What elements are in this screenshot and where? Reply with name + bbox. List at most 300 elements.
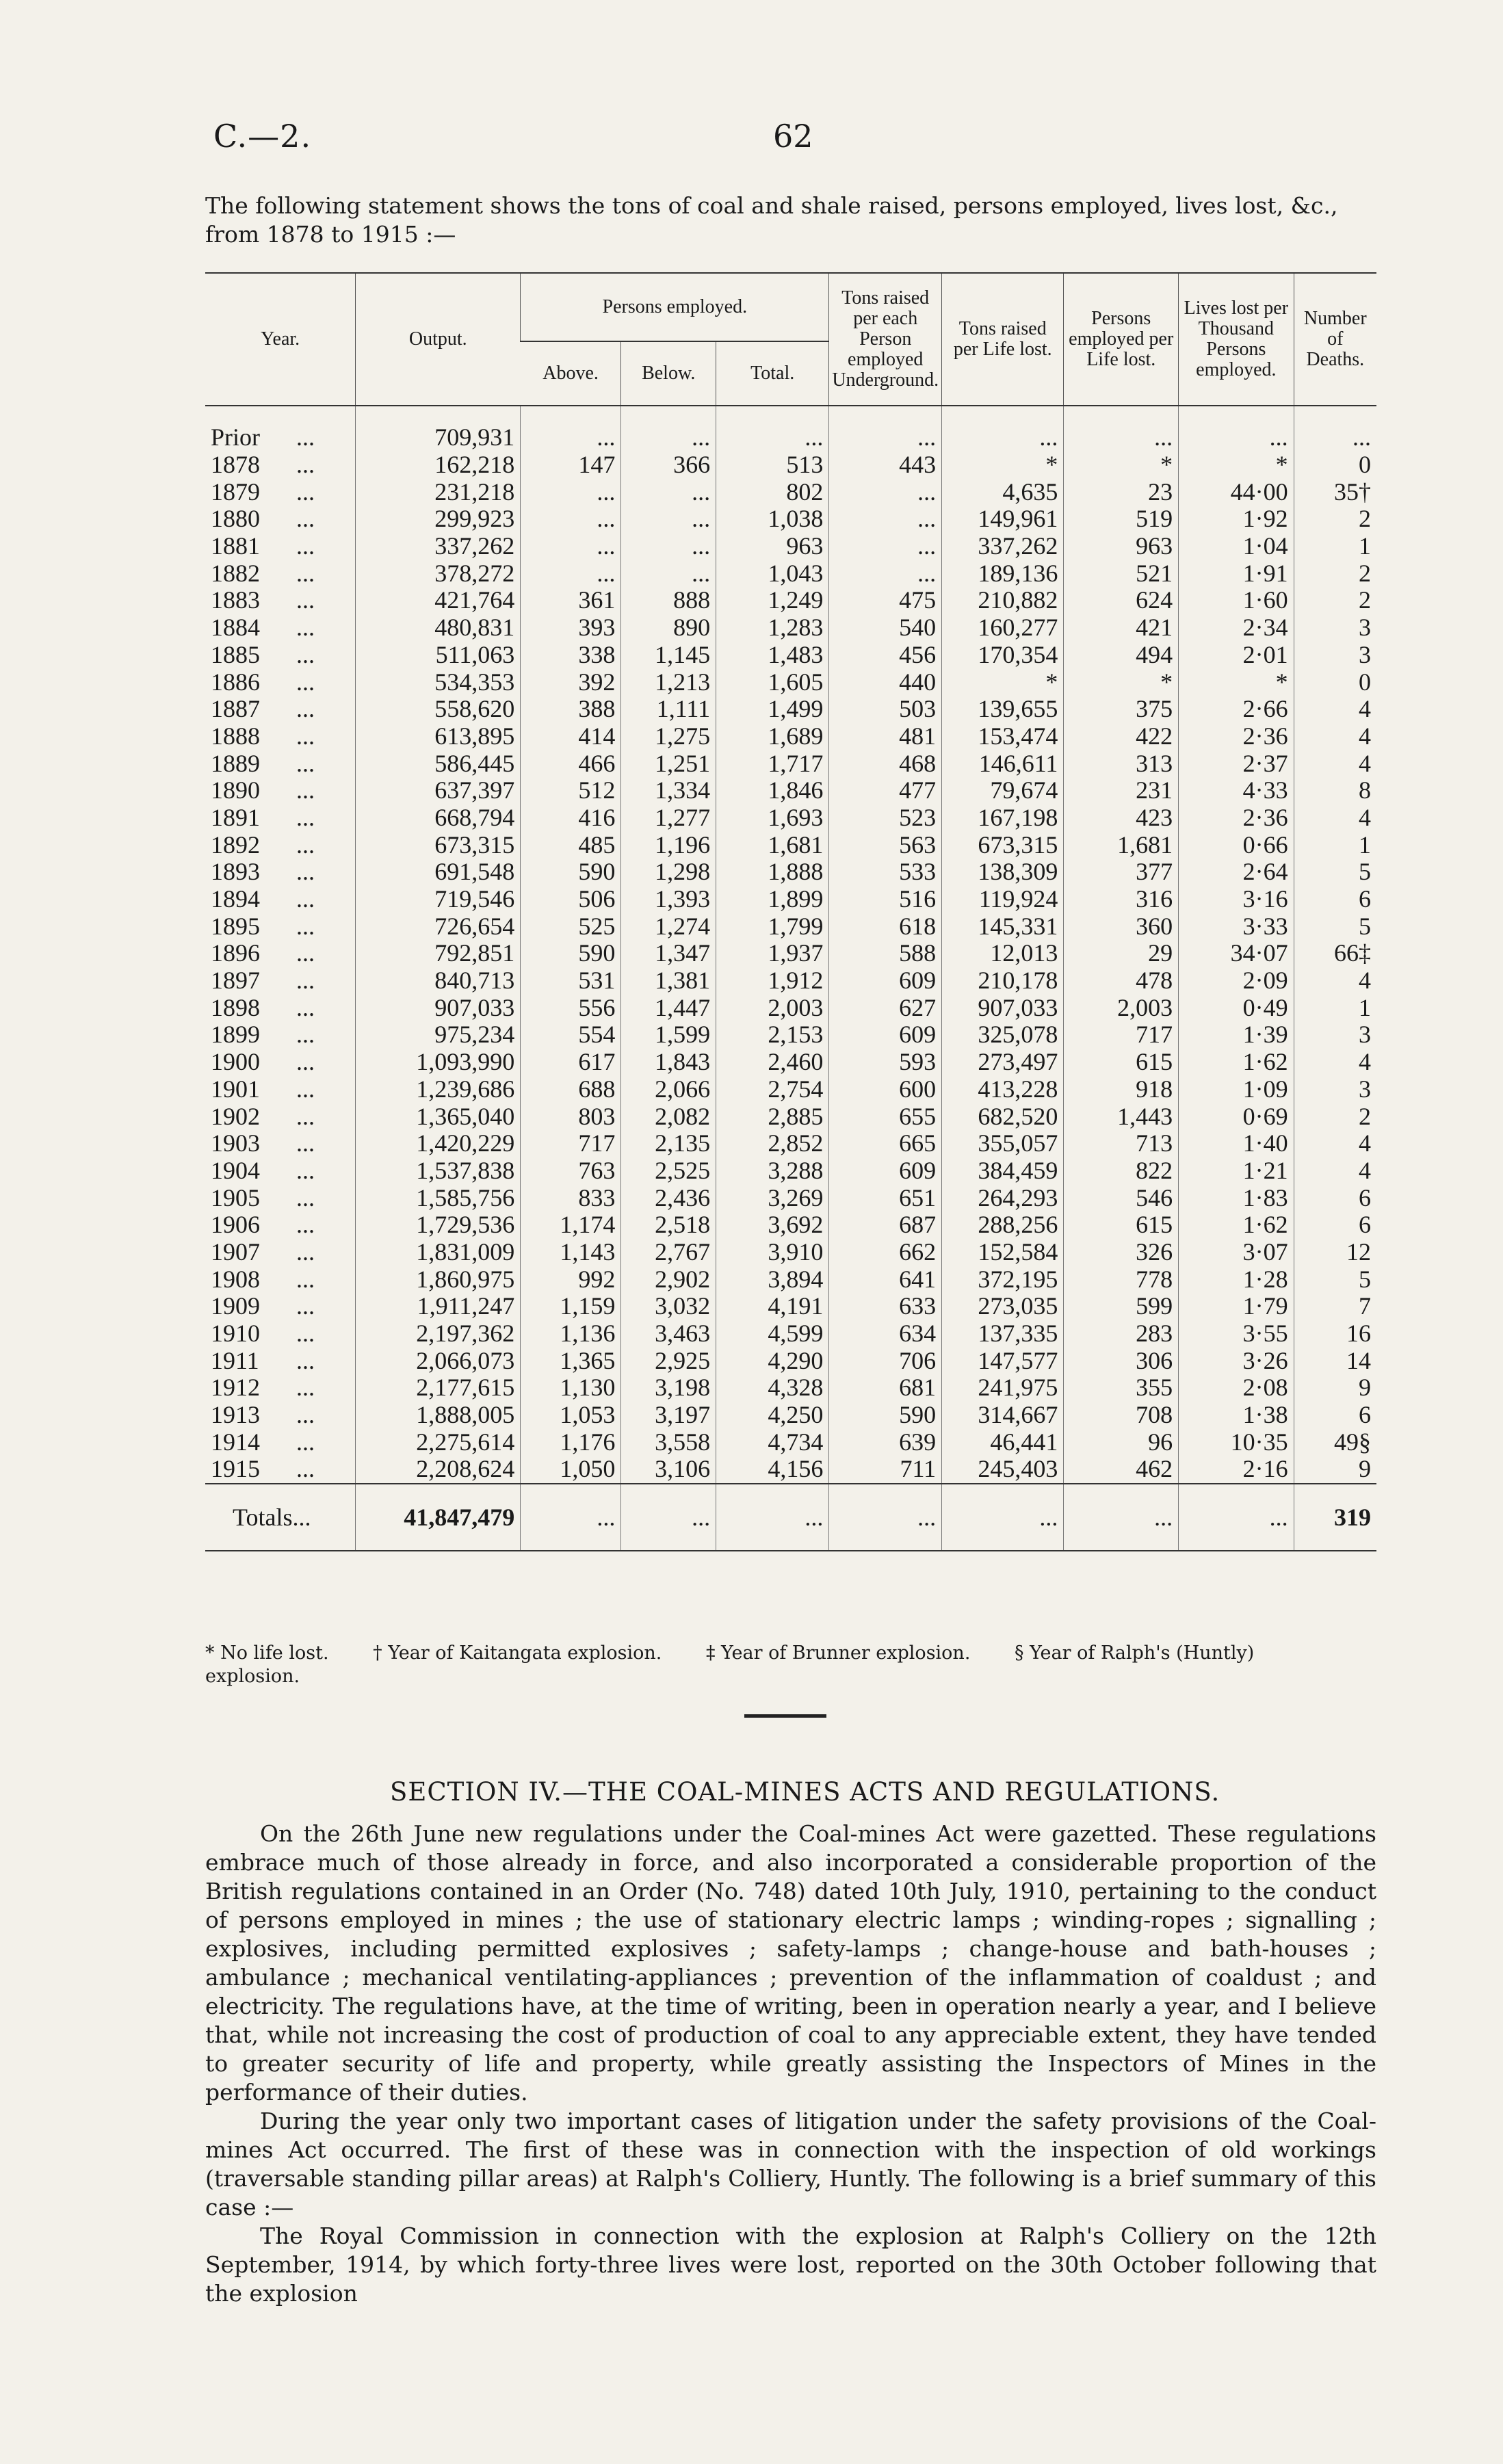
leader-dots: ... [296, 885, 315, 913]
table-body [205, 406, 1376, 1484]
leader-dots: ... [296, 423, 315, 451]
col-above: Above. [521, 341, 621, 406]
year-label: 1899 [211, 1021, 260, 1049]
cell-output: 726,654 [356, 913, 521, 940]
cell-total: 802 [716, 478, 829, 506]
cell-persons-per-life: 624 [1064, 587, 1179, 614]
table-row [205, 642, 1376, 669]
cell-output: 299,923 [356, 506, 521, 533]
cell-tons-per-life: 673,315 [942, 831, 1064, 859]
cell-lives-per-thousand: 0·66 [1179, 831, 1294, 859]
year-label: 1914 [211, 1428, 260, 1456]
cell-lives-per-thousand: 1·91 [1179, 560, 1294, 587]
cell-year [205, 560, 356, 587]
cell-above: ... [521, 478, 621, 506]
cell-output: 792,851 [356, 940, 521, 967]
cell-year [205, 994, 356, 1021]
cell-tons-per-life: 46,441 [942, 1428, 1064, 1456]
cell-below: 890 [621, 614, 716, 642]
leader-dots: ... [296, 1102, 315, 1130]
cell-output: 637,397 [356, 777, 521, 804]
leader-dots: ... [296, 830, 315, 859]
table-row [205, 1239, 1376, 1266]
leader-dots: ... [296, 477, 315, 506]
cell-tons-per-life: 149,961 [942, 506, 1064, 533]
cell-output: 709,931 [356, 424, 521, 451]
cell-total: 1,937 [716, 940, 829, 967]
cell-above: 525 [521, 913, 621, 940]
cell-total: 1,283 [716, 614, 829, 642]
cell-tons-per-life: 210,882 [942, 587, 1064, 614]
cell-below: 1,213 [621, 668, 716, 696]
table-row [205, 1402, 1376, 1429]
table-row [205, 560, 1376, 587]
cell-output: 673,315 [356, 831, 521, 859]
cell-tons-per-person: 662 [829, 1239, 942, 1266]
cell-above: 512 [521, 777, 621, 804]
paragraph: On the 26th June new regulations under the Coal-mines Act were gazetted. These regulations embrace much of those already in force, and also incorporated a considerable proportion of the British regulations contained in an Order (No. 748) dated 10th July, 1910, pertaining to the conduct of persons employed in mines ; the use of stationary electric lamps ; winding-ropes ; signalling ; explosives, including permitted explosives ; safety-lamps ; change-house and bath-houses ; ambulance ; mechanical ventilating-appliances ; prevention of the inflammation of coaldust ; and electricity. The regulations have, at the time of writing, been in operation nearly a year, and I believe that, while not increasing the cost of production of coal to any appreciable extent, they have tended to greater security of life and property, while greatly assisting the Inspectors of Mines in the performance of their duties. [205, 1820, 1376, 2106]
cell-deaths: 3 [1294, 1076, 1376, 1103]
cell-below: 1,393 [621, 886, 716, 913]
year-label: 1880 [211, 505, 260, 533]
cell-total: 2,885 [716, 1103, 829, 1130]
cell-below: 888 [621, 587, 716, 614]
cell-above: 1,365 [521, 1347, 621, 1374]
cell-tons-per-person: 533 [829, 859, 942, 886]
cell-tons-per-life: 12,013 [942, 940, 1064, 967]
cell-total: 3,288 [716, 1157, 829, 1185]
cell-deaths: 1 [1294, 994, 1376, 1021]
cell-year [205, 859, 356, 886]
cell-persons-per-life: 713 [1064, 1130, 1179, 1157]
cell-persons-per-life: 360 [1064, 913, 1179, 940]
cell-total: 4,191 [716, 1293, 829, 1320]
cell-deaths: 4 [1294, 1130, 1376, 1157]
cell-total: 1,038 [716, 506, 829, 533]
leader-dots: ... [296, 912, 315, 940]
cell-above: 416 [521, 804, 621, 832]
year-label: 1884 [211, 614, 260, 642]
cell-persons-per-life: 375 [1064, 696, 1179, 723]
leader-dots: ... [296, 1183, 315, 1211]
leader-dots: ... [296, 532, 315, 560]
year-label: 1893 [211, 858, 260, 886]
cell-deaths: 35† [1294, 478, 1376, 506]
cell-persons-per-life: 1,443 [1064, 1103, 1179, 1130]
cell-tons-per-person: 600 [829, 1076, 942, 1103]
table-row [205, 940, 1376, 967]
cell-tons-per-person: ... [829, 478, 942, 506]
leader-dots: ... [296, 1021, 315, 1049]
year-label: 1896 [211, 939, 260, 967]
leader-dots: ... [296, 1211, 315, 1239]
cell-tons-per-life: 273,497 [942, 1049, 1064, 1076]
cell-deaths: 6 [1294, 886, 1376, 913]
year-label: 1897 [211, 967, 260, 995]
cell-output: 719,546 [356, 886, 521, 913]
cell-lives-per-thousand: 1·92 [1179, 506, 1294, 533]
document-reference: C.—2. [213, 118, 312, 155]
cell-above: 392 [521, 668, 621, 696]
cell-below: 1,843 [621, 1049, 716, 1076]
cell-deaths: 3 [1294, 1021, 1376, 1049]
year-label: 1878 [211, 451, 260, 479]
spacer-cell [356, 406, 521, 424]
cell-above: 531 [521, 967, 621, 995]
table-row [205, 723, 1376, 750]
footnote-kaitangata: † Year of Kaitangata explosion. [373, 1642, 662, 1664]
cell-tons-per-life: 139,655 [942, 696, 1064, 723]
cell-year [205, 967, 356, 995]
cell-lives-per-thousand: 2·01 [1179, 642, 1294, 669]
cell-lives-per-thousand: 44·00 [1179, 478, 1294, 506]
cell-output: 1,888,005 [356, 1402, 521, 1429]
totals-output: 41,847,479 [356, 1484, 521, 1551]
year-label: 1891 [211, 803, 260, 831]
cell-above: 1,159 [521, 1293, 621, 1320]
cell-output: 1,239,686 [356, 1076, 521, 1103]
cell-deaths: 0 [1294, 668, 1376, 696]
cell-deaths: 2 [1294, 560, 1376, 587]
cell-output: 668,794 [356, 804, 521, 832]
leader-dots: ... [296, 1428, 315, 1456]
cell-output: 558,620 [356, 696, 521, 723]
table-row [205, 424, 1376, 451]
cell-below: 2,436 [621, 1184, 716, 1211]
cell-deaths: 4 [1294, 967, 1376, 995]
leader-dots: ... [296, 1129, 315, 1157]
year-label: 1895 [211, 912, 260, 940]
year-label: 1905 [211, 1183, 260, 1211]
cell-tons-per-person: 641 [829, 1266, 942, 1293]
footnotes [205, 1642, 1376, 1688]
cell-output: 337,262 [356, 533, 521, 560]
cell-output: 2,066,073 [356, 1347, 521, 1374]
intro-text: The following statement shows the tons of coal and shale raised, persons employed, lives lost, &c., from 1878 to 1915 :— [205, 192, 1338, 248]
cell-tons-per-person: ... [829, 506, 942, 533]
col-year: Year. [205, 273, 356, 406]
totals-below: ... [621, 1484, 716, 1551]
cell-lives-per-thousand: 2·64 [1179, 859, 1294, 886]
cell-lives-per-thousand: 1·62 [1179, 1211, 1294, 1239]
cell-total: 4,599 [716, 1320, 829, 1348]
cell-below: 2,767 [621, 1239, 716, 1266]
cell-tons-per-life: 264,293 [942, 1184, 1064, 1211]
cell-tons-per-person: 593 [829, 1049, 942, 1076]
cell-tons-per-life: 210,178 [942, 967, 1064, 995]
cell-persons-per-life: 778 [1064, 1266, 1179, 1293]
cell-total: 2,153 [716, 1021, 829, 1049]
cell-tons-per-life: 907,033 [942, 994, 1064, 1021]
table-row [205, 994, 1376, 1021]
cell-tons-per-person: 639 [829, 1428, 942, 1456]
cell-below: ... [621, 533, 716, 560]
cell-tons-per-life: 337,262 [942, 533, 1064, 560]
totals-tons-per-life: ... [942, 1484, 1064, 1551]
cell-lives-per-thousand: 1·79 [1179, 1293, 1294, 1320]
cell-output: 907,033 [356, 994, 521, 1021]
cell-above: 833 [521, 1184, 621, 1211]
cell-tons-per-person: 590 [829, 1402, 942, 1429]
cell-persons-per-life: 519 [1064, 506, 1179, 533]
cell-total: 3,692 [716, 1211, 829, 1239]
cell-tons-per-person: 609 [829, 1021, 942, 1049]
table-row [205, 1021, 1376, 1049]
cell-above: ... [521, 560, 621, 587]
year-label: 1900 [211, 1048, 260, 1076]
cell-deaths: 6 [1294, 1211, 1376, 1239]
cell-below: 1,599 [621, 1021, 716, 1049]
cell-year [205, 886, 356, 913]
cell-tons-per-person: 609 [829, 967, 942, 995]
totals-persons-per-life: ... [1064, 1484, 1179, 1551]
col-deaths: Number of Deaths. [1294, 273, 1376, 406]
paragraph: The Royal Commission in connection with the explosion at Ralph's Colliery on the 12th September, 1914, by which forty-three lives were lost, reported on the 30th October following that the explosion [205, 2223, 1376, 2307]
cell-total: 4,328 [716, 1374, 829, 1402]
cell-output: 1,729,536 [356, 1211, 521, 1239]
year-label: 1910 [211, 1320, 260, 1348]
cell-year [205, 1049, 356, 1076]
cell-year [205, 587, 356, 614]
cell-deaths: 12 [1294, 1239, 1376, 1266]
cell-tons-per-person: 456 [829, 642, 942, 669]
cell-above: 393 [521, 614, 621, 642]
table-row [205, 1266, 1376, 1293]
cell-persons-per-life: 421 [1064, 614, 1179, 642]
cell-above: 1,176 [521, 1428, 621, 1456]
cell-lives-per-thousand: 0·69 [1179, 1103, 1294, 1130]
cell-total: 2,460 [716, 1049, 829, 1076]
table-row [205, 478, 1376, 506]
cell-below: 3,198 [621, 1374, 716, 1402]
cell-deaths: 5 [1294, 1266, 1376, 1293]
footnote-ralphs: § Year of Ralph's (Huntly) explosion. [205, 1642, 1255, 1687]
totals-total: ... [716, 1484, 829, 1551]
cell-persons-per-life: 422 [1064, 723, 1179, 750]
cell-persons-per-life: * [1064, 668, 1179, 696]
cell-total: ... [716, 424, 829, 451]
cell-total: 1,499 [716, 696, 829, 723]
cell-output: 1,911,247 [356, 1293, 521, 1320]
cell-persons-per-life: 615 [1064, 1049, 1179, 1076]
cell-deaths: 49§ [1294, 1428, 1376, 1456]
cell-persons-per-life: 546 [1064, 1184, 1179, 1211]
cell-persons-per-life: 717 [1064, 1021, 1179, 1049]
cell-total: 4,156 [716, 1456, 829, 1484]
cell-total: 1,717 [716, 750, 829, 777]
cell-year [205, 1211, 356, 1239]
table-row [205, 913, 1376, 940]
cell-year [205, 831, 356, 859]
cell-deaths: 9 [1294, 1374, 1376, 1402]
cell-tons-per-person: 687 [829, 1211, 942, 1239]
cell-deaths: 8 [1294, 777, 1376, 804]
cell-below: 2,082 [621, 1103, 716, 1130]
leader-dots: ... [296, 776, 315, 804]
cell-above: 147 [521, 451, 621, 479]
year-label: 1908 [211, 1265, 260, 1293]
cell-total: 3,894 [716, 1266, 829, 1293]
year-label: Prior [211, 423, 260, 451]
cell-year [205, 804, 356, 832]
cell-total: 1,483 [716, 642, 829, 669]
cell-tons-per-person: 627 [829, 994, 942, 1021]
page-number: 62 [773, 118, 813, 155]
section-title: SECTION IV.—THE COAL-MINES ACTS AND REGULATIONS. [390, 1777, 1220, 1807]
cell-output: 1,420,229 [356, 1130, 521, 1157]
col-below: Below. [621, 341, 716, 406]
cell-tons-per-person: 588 [829, 940, 942, 967]
cell-tons-per-life: 314,667 [942, 1402, 1064, 1429]
cell-tons-per-person: 681 [829, 1374, 942, 1402]
cell-tons-per-person: 475 [829, 587, 942, 614]
cell-tons-per-person: 540 [829, 614, 942, 642]
cell-deaths: 16 [1294, 1320, 1376, 1348]
cell-tons-per-person: 477 [829, 777, 942, 804]
cell-above: ... [521, 533, 621, 560]
cell-lives-per-thousand: 3·55 [1179, 1320, 1294, 1348]
cell-year [205, 1076, 356, 1103]
cell-output: 231,218 [356, 478, 521, 506]
year-label: 1894 [211, 885, 260, 913]
cell-above: ... [521, 424, 621, 451]
cell-output: 1,831,009 [356, 1239, 521, 1266]
leader-dots: ... [296, 1455, 315, 1483]
cell-tons-per-life: 146,611 [942, 750, 1064, 777]
cell-tons-per-person: 443 [829, 451, 942, 479]
cell-above: 617 [521, 1049, 621, 1076]
cell-persons-per-life: ... [1064, 424, 1179, 451]
cell-year [205, 1021, 356, 1049]
cell-persons-per-life: 708 [1064, 1402, 1179, 1429]
cell-deaths: 1 [1294, 533, 1376, 560]
table-row [205, 750, 1376, 777]
spacer-cell [205, 406, 356, 424]
cell-tons-per-person: ... [829, 560, 942, 587]
year-label: 1902 [211, 1102, 260, 1130]
cell-deaths: 4 [1294, 804, 1376, 832]
cell-above: 590 [521, 940, 621, 967]
cell-tons-per-life: 153,474 [942, 723, 1064, 750]
cell-tons-per-person: 655 [829, 1103, 942, 1130]
cell-total: 963 [716, 533, 829, 560]
leader-dots: ... [296, 586, 315, 614]
cell-total: 1,043 [716, 560, 829, 587]
year-label: 1883 [211, 586, 260, 614]
spacer-cell [716, 406, 829, 424]
cell-lives-per-thousand: 3·16 [1179, 886, 1294, 913]
cell-persons-per-life: 316 [1064, 886, 1179, 913]
cell-below: ... [621, 506, 716, 533]
cell-tons-per-life: 355,057 [942, 1130, 1064, 1157]
cell-lives-per-thousand: 1·60 [1179, 587, 1294, 614]
cell-output: 1,537,838 [356, 1157, 521, 1185]
cell-year [205, 478, 356, 506]
cell-below: ... [621, 478, 716, 506]
cell-total: 1,681 [716, 831, 829, 859]
cell-below: 3,032 [621, 1293, 716, 1320]
cell-year [205, 1428, 356, 1456]
cell-tons-per-life: 147,577 [942, 1347, 1064, 1374]
leader-dots: ... [296, 1156, 315, 1184]
cell-below: 1,334 [621, 777, 716, 804]
cell-deaths: ... [1294, 424, 1376, 451]
year-label: 1909 [211, 1292, 260, 1320]
cell-year [205, 1402, 356, 1429]
leader-dots: ... [296, 640, 315, 668]
table-row [205, 506, 1376, 533]
cell-year [205, 1266, 356, 1293]
cell-persons-per-life: 231 [1064, 777, 1179, 804]
cell-output: 975,234 [356, 1021, 521, 1049]
totals-label: Totals... [205, 1484, 356, 1551]
cell-lives-per-thousand: 2·08 [1179, 1374, 1294, 1402]
table-row [205, 859, 1376, 886]
cell-persons-per-life: 1,681 [1064, 831, 1179, 859]
cell-total: 2,003 [716, 994, 829, 1021]
cell-persons-per-life: 918 [1064, 1076, 1179, 1103]
cell-above: 1,136 [521, 1320, 621, 1348]
cell-tons-per-person: 481 [829, 723, 942, 750]
table-row [205, 587, 1376, 614]
leader-dots: ... [296, 1320, 315, 1348]
cell-tons-per-life: 288,256 [942, 1211, 1064, 1239]
cell-output: 586,445 [356, 750, 521, 777]
cell-persons-per-life: 313 [1064, 750, 1179, 777]
year-label: 1911 [211, 1346, 259, 1374]
spacer-cell [521, 406, 621, 424]
cell-tons-per-person: 634 [829, 1320, 942, 1348]
cell-below: 2,925 [621, 1347, 716, 1374]
cell-total: 1,912 [716, 967, 829, 995]
cell-deaths: 6 [1294, 1402, 1376, 1429]
cell-year [205, 668, 356, 696]
table-row [205, 1076, 1376, 1103]
cell-above: 1,130 [521, 1374, 621, 1402]
cell-lives-per-thousand: 1·04 [1179, 533, 1294, 560]
cell-below: 1,145 [621, 642, 716, 669]
year-label: 1898 [211, 993, 260, 1021]
cell-deaths: 5 [1294, 913, 1376, 940]
cell-total: 3,910 [716, 1239, 829, 1266]
cell-output: 840,713 [356, 967, 521, 995]
cell-year [205, 1320, 356, 1348]
cell-lives-per-thousand: 1·83 [1179, 1184, 1294, 1211]
year-label: 1915 [211, 1455, 260, 1483]
cell-lives-per-thousand: 2·16 [1179, 1456, 1294, 1484]
cell-total: 4,290 [716, 1347, 829, 1374]
cell-below: ... [621, 560, 716, 587]
col-lives-per-thousand: Lives lost per Thousand Persons employed. [1179, 273, 1294, 406]
cell-persons-per-life: 615 [1064, 1211, 1179, 1239]
cell-year [205, 533, 356, 560]
table-row [205, 1103, 1376, 1130]
cell-total: 1,605 [716, 668, 829, 696]
cell-persons-per-life: 599 [1064, 1293, 1179, 1320]
cell-year [205, 1157, 356, 1185]
leader-dots: ... [296, 1374, 315, 1402]
table-row [205, 1157, 1376, 1185]
year-label: 1885 [211, 640, 260, 668]
cell-tons-per-life: 138,309 [942, 859, 1064, 886]
cell-above: 590 [521, 859, 621, 886]
col-tons-per-life: Tons raised per Life lost. [942, 273, 1064, 406]
spacer-cell [942, 406, 1064, 424]
cell-above: 1,143 [521, 1239, 621, 1266]
cell-deaths: 4 [1294, 1157, 1376, 1185]
table-row [205, 668, 1376, 696]
year-label: 1887 [211, 695, 260, 723]
